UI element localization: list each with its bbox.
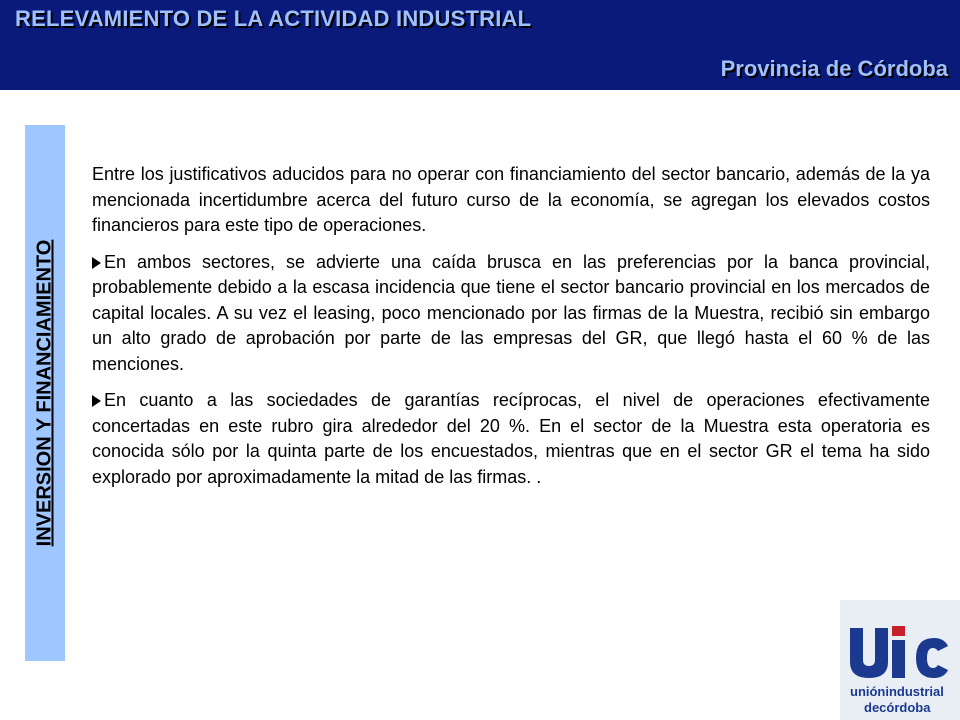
bullet-arrow-icon xyxy=(92,395,101,407)
bullet-arrow-icon xyxy=(92,257,101,269)
page-subtitle: Provincia de Córdoba xyxy=(720,56,948,81)
uic-logo xyxy=(840,600,960,720)
paragraph-3-text: En cuanto a las sociedades de garantías recíprocas, el nivel de operaciones efectivamente concertadas en este rubro gira alrededor del 20 %. En el sector de la Muestra esta operatoria es conocida sólo por la quinta parte de los encuestados, mientras que en el sector GR el tema ha sido explorado por aproximadamente la mitad de las firmas. . xyxy=(92,390,930,487)
paragraph-3 xyxy=(92,388,930,490)
paragraph-2 xyxy=(92,250,930,378)
uic-logo-graphic xyxy=(840,600,960,720)
logo-line-2: decórdoba xyxy=(864,700,931,715)
logo-line-1: uniónindustrial xyxy=(850,684,944,699)
section-sidebar xyxy=(25,125,65,661)
section-label: INVERSION Y FINANCIAMIENTO xyxy=(33,239,56,547)
page-title: RELEVAMIENTO DE LA ACTIVIDAD INDUSTRIAL xyxy=(15,6,532,31)
content-body xyxy=(92,162,930,501)
paragraph-2-text: En ambos sectores, se advierte una caída brusca en las preferencias por la banca provincial, probablemente debido a la escasa incidencia que tiene el sector bancario provincial en los mercados de capital locales. A su vez el leasing, poco mencionado por las firmas de la Muestra, recibió sin embargo un alto grado de aprobación por parte de las empresas del GR, que llegó hasta el 60 % de las menciones. xyxy=(92,251,930,374)
paragraph-1-text: Entre los justificativos aducidos para no operar con financiamiento del sector bancario, además de la ya mencionada incertidumbre acerca del futuro curso de la economía, se agregan los elevados costos financieros para este tipo de operaciones. xyxy=(92,164,930,235)
header-banner xyxy=(0,0,960,90)
paragraph-1 xyxy=(92,162,930,239)
